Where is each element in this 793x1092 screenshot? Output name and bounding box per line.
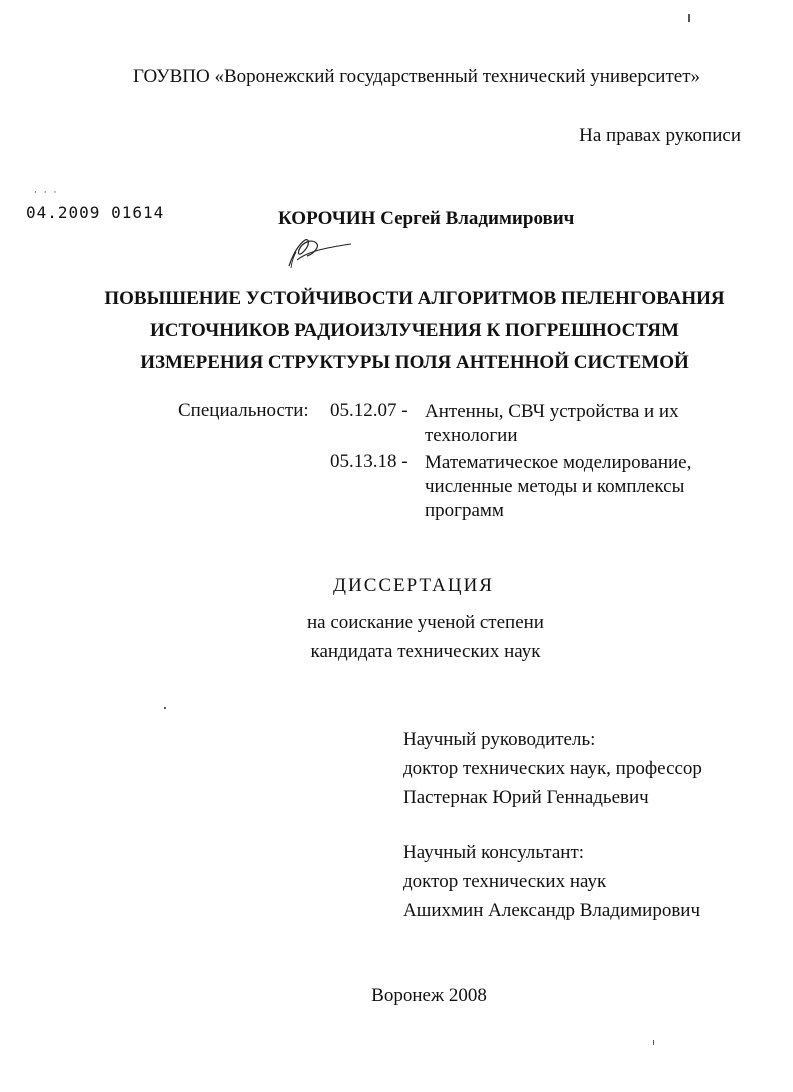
title-line: ИСТОЧНИКОВ РАДИОИЗЛУЧЕНИЯ К ПОГРЕШНОСТЯМ	[150, 320, 679, 341]
specialties-label: Специальности:	[178, 400, 309, 421]
supervisor-role: Научный руководитель:	[403, 729, 596, 750]
specialty-name-line: численные методы и комплексы	[425, 476, 685, 497]
specialty-name-line: Антенны, СВЧ устройства и их	[425, 401, 679, 422]
organization-name: ГОУВПО «Воронежский государственный технический университет»	[132, 66, 701, 87]
author-name: КОРОЧИН Сергей Владимирович	[278, 208, 575, 229]
specialty-code: 05.13.18 -	[330, 451, 408, 472]
scan-speck	[164, 707, 166, 709]
signature-image	[283, 230, 353, 270]
registration-number: 04.2009 01614	[26, 203, 165, 222]
specialty-code: 05.12.07 -	[330, 400, 408, 421]
consultant-block	[403, 838, 700, 925]
supervisor-name: Пастернак Юрий Геннадьевич	[403, 787, 649, 808]
stamp-dots: · · ·	[34, 188, 59, 198]
specialty-name	[425, 451, 691, 523]
scan-speck	[688, 14, 690, 22]
specialty-name-line: программ	[425, 500, 504, 521]
degree-line: на соискание ученой степени	[307, 612, 544, 633]
supervisor-title: доктор технических наук, профессор	[403, 758, 702, 779]
rights-note: На правах рукописи	[579, 125, 741, 146]
title-line: ПОВЫШЕНИЕ УСТОЙЧИВОСТИ АЛГОРИТМОВ ПЕЛЕНГОВАНИЯ	[104, 288, 725, 309]
specialty-name	[425, 400, 679, 448]
dissertation-title	[0, 283, 793, 379]
title-line: ИЗМЕРЕНИЯ СТРУКТУРЫ ПОЛЯ АНТЕННОЙ СИСТЕМОЙ	[140, 352, 689, 373]
consultant-name: Ашихмин Александр Владимирович	[403, 900, 701, 921]
degree-line: кандидата технических наук	[310, 641, 541, 662]
place-year: Воронеж 2008	[371, 985, 487, 1006]
scan-speck	[653, 1040, 654, 1045]
consultant-title: доктор технических наук	[403, 871, 607, 892]
specialty-name-line: технологии	[425, 425, 518, 446]
consultant-role: Научный консультант:	[403, 842, 585, 863]
specialty-name-line: Математическое моделирование,	[425, 452, 692, 473]
document-type: ДИССЕРТАЦИЯ	[333, 575, 494, 596]
supervisor-block	[403, 725, 702, 812]
